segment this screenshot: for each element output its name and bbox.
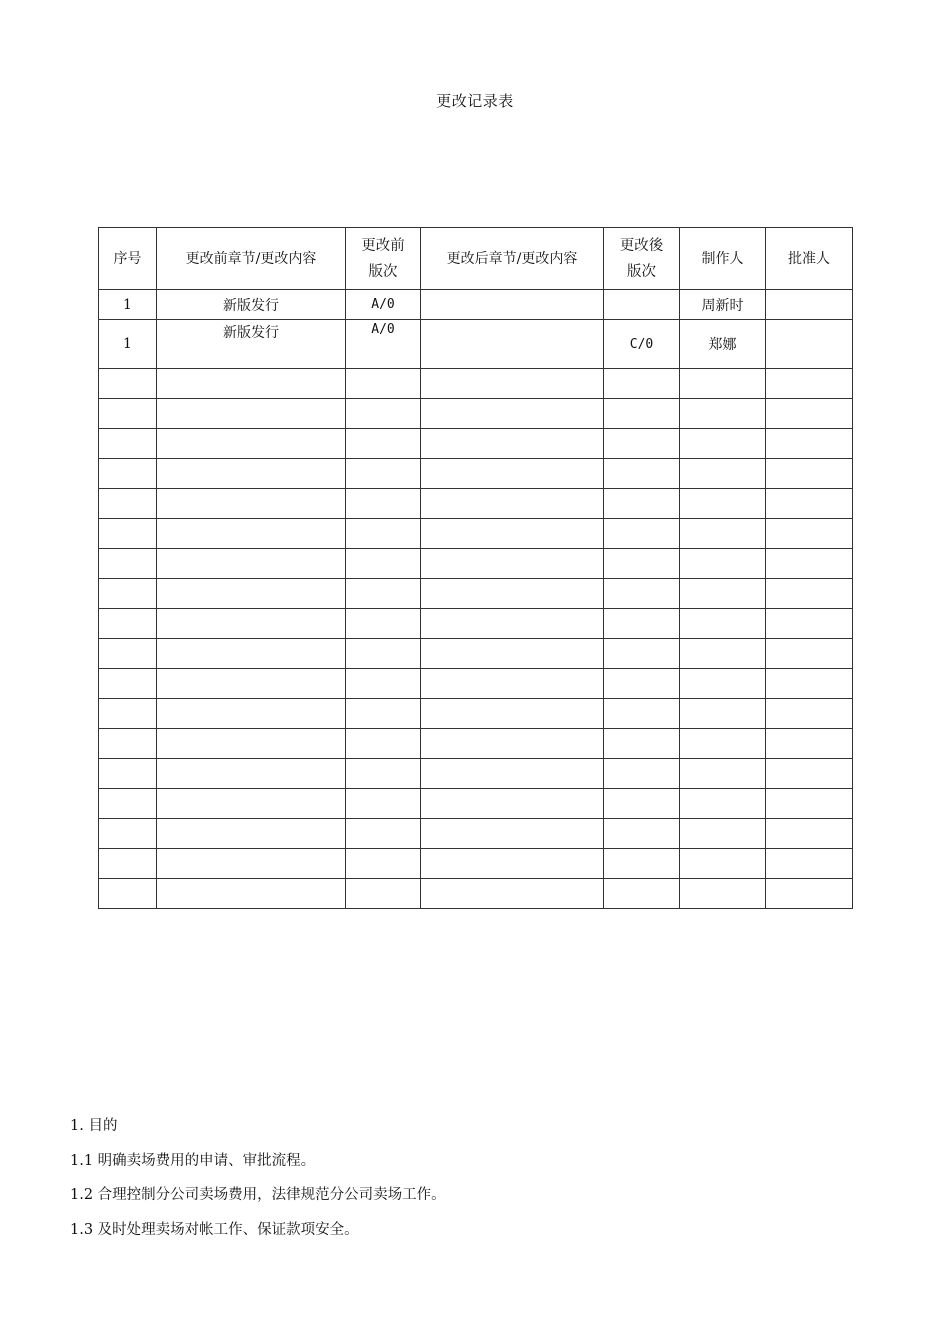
cell-after-content <box>421 789 604 819</box>
cell-after-content <box>421 849 604 879</box>
cell-approver <box>766 519 853 549</box>
table-row-empty <box>99 399 853 429</box>
header-before-content: 更改前章节/更改内容 <box>157 228 346 290</box>
cell-author <box>680 699 766 729</box>
table-row-empty <box>99 369 853 399</box>
cell-approver <box>766 669 853 699</box>
table-row-empty <box>99 489 853 519</box>
header-after-version-line2: 版次 <box>627 263 656 280</box>
cell-before-content <box>157 549 346 579</box>
cell-index <box>99 519 157 549</box>
cell-before-content <box>157 879 346 909</box>
cell-author <box>680 819 766 849</box>
table-row-empty <box>99 849 853 879</box>
cell-approver <box>766 759 853 789</box>
cell-author: 周新时 <box>680 290 766 320</box>
cell-index <box>99 669 157 699</box>
cell-approver <box>766 819 853 849</box>
cell-approver <box>766 290 853 320</box>
cell-author <box>680 879 766 909</box>
cell-author <box>680 549 766 579</box>
cell-author <box>680 429 766 459</box>
header-after-version-line1: 更改後 <box>619 237 664 254</box>
cell-before-version <box>346 579 421 609</box>
cell-index <box>99 789 157 819</box>
cell-author <box>680 489 766 519</box>
cell-after-version <box>604 459 680 489</box>
cell-after-version <box>604 489 680 519</box>
cell-author <box>680 729 766 759</box>
cell-after-version: C/0 <box>604 320 680 369</box>
cell-after-content <box>421 399 604 429</box>
document-title: 更改记录表 <box>436 92 514 110</box>
cell-before-content <box>157 699 346 729</box>
cell-before-version <box>346 429 421 459</box>
table-row-empty <box>99 429 853 459</box>
cell-index: 1 <box>99 320 157 369</box>
cell-before-content <box>157 519 346 549</box>
cell-after-content <box>421 369 604 399</box>
table-row-empty <box>99 609 853 639</box>
cell-after-version <box>604 579 680 609</box>
cell-approver <box>766 609 853 639</box>
cell-before-content <box>157 399 346 429</box>
cell-before-version <box>346 489 421 519</box>
cell-index <box>99 429 157 459</box>
cell-before-version <box>346 879 421 909</box>
cell-before-version <box>346 729 421 759</box>
cell-after-content <box>421 699 604 729</box>
cell-before-version <box>346 549 421 579</box>
cell-before-content <box>157 369 346 399</box>
change-record-table <box>98 227 853 909</box>
cell-after-content <box>421 320 604 369</box>
cell-index <box>99 459 157 489</box>
table-row-empty <box>99 669 853 699</box>
cell-after-version <box>604 639 680 669</box>
cell-before-version: A/0 <box>346 320 421 369</box>
table-row-empty <box>99 639 853 669</box>
cell-after-version <box>604 519 680 549</box>
header-before-version <box>346 228 421 290</box>
cell-before-content <box>157 759 346 789</box>
cell-before-version <box>346 759 421 789</box>
table-row <box>99 320 853 369</box>
cell-index <box>99 879 157 909</box>
cell-approver <box>766 399 853 429</box>
cell-after-version <box>604 789 680 819</box>
cell-before-content <box>157 789 346 819</box>
cell-index <box>99 849 157 879</box>
table-row-empty <box>99 729 853 759</box>
cell-after-content <box>421 759 604 789</box>
section-heading: 1. 目的 <box>70 1118 118 1134</box>
cell-after-content <box>421 879 604 909</box>
cell-author: 郑娜 <box>680 320 766 369</box>
cell-before-version <box>346 849 421 879</box>
cell-approver <box>766 849 853 879</box>
cell-after-version <box>604 849 680 879</box>
cell-index <box>99 369 157 399</box>
cell-index <box>99 579 157 609</box>
cell-approver <box>766 639 853 669</box>
cell-after-version <box>604 609 680 639</box>
cell-after-content <box>421 819 604 849</box>
cell-author <box>680 639 766 669</box>
cell-index <box>99 489 157 519</box>
cell-approver <box>766 489 853 519</box>
cell-after-version <box>604 729 680 759</box>
cell-before-version <box>346 669 421 699</box>
cell-before-content <box>157 849 346 879</box>
cell-before-version <box>346 699 421 729</box>
cell-before-version <box>346 519 421 549</box>
cell-index: 1 <box>99 290 157 320</box>
cell-before-content <box>157 639 346 669</box>
cell-index <box>99 549 157 579</box>
cell-before-version <box>346 789 421 819</box>
cell-index <box>99 639 157 669</box>
cell-index <box>99 609 157 639</box>
cell-author <box>680 789 766 819</box>
table-header-row <box>99 228 853 290</box>
header-author: 制作人 <box>680 228 766 290</box>
cell-after-content <box>421 290 604 320</box>
cell-after-version <box>604 819 680 849</box>
cell-before-content: 新版发行 <box>157 290 346 320</box>
cell-author <box>680 609 766 639</box>
table-row-empty <box>99 549 853 579</box>
cell-approver <box>766 459 853 489</box>
purpose-section <box>70 1113 890 1251</box>
cell-before-content <box>157 819 346 849</box>
cell-before-content <box>157 729 346 759</box>
cell-author <box>680 399 766 429</box>
cell-before-version <box>346 369 421 399</box>
cell-after-content <box>421 519 604 549</box>
table-row-empty <box>99 519 853 549</box>
table-row-empty <box>99 879 853 909</box>
cell-author <box>680 369 766 399</box>
cell-after-version <box>604 369 680 399</box>
cell-approver <box>766 729 853 759</box>
header-after-content: 更改后章节/更改内容 <box>421 228 604 290</box>
cell-after-version <box>604 759 680 789</box>
cell-after-version <box>604 399 680 429</box>
cell-index <box>99 819 157 849</box>
cell-author <box>680 849 766 879</box>
header-approver: 批准人 <box>766 228 853 290</box>
section-item: 1.2 合理控制分公司卖场费用，法律规范分公司卖场工作。 <box>70 1187 446 1203</box>
cell-before-version <box>346 819 421 849</box>
section-item: 1.3 及时处理卖场对帐工作、保证款项安全。 <box>70 1221 359 1238</box>
cell-index <box>99 399 157 429</box>
cell-before-content <box>157 459 346 489</box>
section-item: 1.1 明确卖场费用的申请、审批流程。 <box>70 1152 316 1169</box>
cell-after-content <box>421 669 604 699</box>
header-before-version-line2: 版次 <box>368 263 398 280</box>
cell-after-content <box>421 429 604 459</box>
cell-before-content <box>157 609 346 639</box>
cell-index <box>99 699 157 729</box>
cell-author <box>680 519 766 549</box>
cell-before-version: A/0 <box>346 290 421 320</box>
cell-before-version <box>346 609 421 639</box>
table-row-empty <box>99 459 853 489</box>
cell-after-content <box>421 609 604 639</box>
cell-before-content <box>157 429 346 459</box>
cell-after-content <box>421 549 604 579</box>
header-after-version <box>604 228 680 290</box>
cell-after-content <box>421 459 604 489</box>
cell-after-version <box>604 429 680 459</box>
cell-approver <box>766 879 853 909</box>
cell-before-version <box>346 639 421 669</box>
cell-after-version <box>604 699 680 729</box>
table-row <box>99 290 853 320</box>
table-row-empty <box>99 789 853 819</box>
cell-after-version <box>604 549 680 579</box>
cell-approver <box>766 320 853 369</box>
header-index: 序号 <box>99 228 157 290</box>
header-before-version-line1: 更改前 <box>361 237 405 254</box>
table-row-empty <box>99 579 853 609</box>
cell-approver <box>766 549 853 579</box>
cell-approver <box>766 429 853 459</box>
cell-index <box>99 759 157 789</box>
cell-approver <box>766 579 853 609</box>
cell-after-version <box>604 290 680 320</box>
cell-after-version <box>604 879 680 909</box>
cell-author <box>680 759 766 789</box>
cell-before-version <box>346 459 421 489</box>
cell-before-version <box>346 399 421 429</box>
cell-before-content <box>157 579 346 609</box>
table-row-empty <box>99 819 853 849</box>
cell-author <box>680 669 766 699</box>
cell-before-content <box>157 489 346 519</box>
cell-before-content <box>157 669 346 699</box>
table-row-empty <box>99 699 853 729</box>
cell-after-content <box>421 639 604 669</box>
cell-approver <box>766 699 853 729</box>
cell-after-content <box>421 579 604 609</box>
cell-before-content: 新版发行 <box>157 320 346 369</box>
cell-index <box>99 729 157 759</box>
cell-approver <box>766 789 853 819</box>
cell-after-content <box>421 729 604 759</box>
cell-after-content <box>421 489 604 519</box>
table-row-empty <box>99 759 853 789</box>
cell-author <box>680 579 766 609</box>
cell-after-version <box>604 669 680 699</box>
cell-author <box>680 459 766 489</box>
cell-approver <box>766 369 853 399</box>
